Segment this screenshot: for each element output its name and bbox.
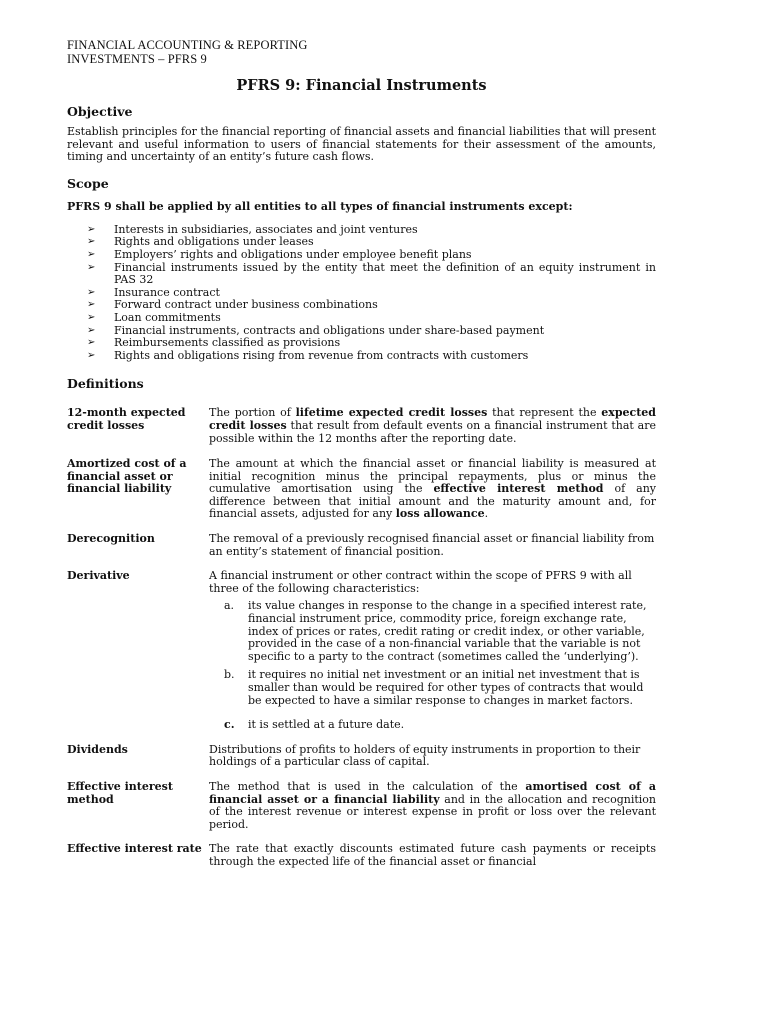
definition-text: The portion of lifetime expected credit losses that represent the expected credit losses that result from default events on a financial instrument that are possible within the 12 months after the reporting date. — [209, 406, 656, 445]
definition-row — [67, 843, 656, 868]
list-item: ➢ Financial instruments issued by the entity that meet the definition of an equity instrument in PAS 32 — [87, 260, 656, 287]
definition-term: Derecognition — [67, 532, 155, 546]
definition-text: A financial instrument or other contract within the scope of PFRS 9 with all three of the following characteristics: a. its value changes in response to the change in a specified interest rate, financial instrument price, commodity price, foreign exchange rate, index of prices or rates, credit rating or credit index, or other variable, provided in the case of a non-financial variable that the variable is not specific to a party to the contract (sometimes called the ‘underlying’). b. it requires no initial net investment or an initial net investment that is smaller than would be required for other types of contracts that would be expected to have a similar response to changes in market factors. c. it is settled at a future date. — [209, 570, 656, 738]
scope-exceptions-list — [67, 224, 656, 363]
characteristics-list — [209, 600, 656, 731]
arrow-bullet-icon: ➢ — [87, 324, 96, 336]
definition-term: Effective interest method — [67, 779, 173, 806]
definition-term: Effective interest rate — [67, 842, 202, 856]
definition-term: 12-month expected credit losses — [67, 406, 186, 432]
definition-text: The rate that exactly discounts estimated future cash payments or receipts through the expected life of the financial asset or financial — [209, 842, 656, 868]
definition-row — [67, 744, 656, 769]
list-item: ➢ Reimbursements classified as provisions — [87, 336, 341, 350]
definitions-heading: Definitions — [67, 376, 144, 392]
arrow-bullet-icon: ➢ — [87, 311, 96, 323]
definition-term: Amortized cost of a financial asset or financial liability — [67, 457, 187, 496]
definition-term: Derivative — [67, 569, 130, 583]
scope-lead: PFRS 9 shall be applied by all entities to all types of financial instruments except: — [67, 199, 573, 213]
document-title: PFRS 9: Financial Instruments — [236, 77, 487, 94]
list-item: ➢ Financial instruments, contracts and obligations under share-based payment — [87, 323, 545, 337]
list-item: c. it is settled at a future date. — [224, 718, 405, 732]
list-item: ➢ Employers’ rights and obligations under employee benefit plans — [87, 247, 472, 261]
arrow-bullet-icon: ➢ — [87, 236, 96, 248]
arrow-bullet-icon: ➢ — [87, 223, 96, 235]
header-line-2: INVESTMENTS – PFRS 9 — [67, 52, 207, 66]
definition-row — [67, 781, 656, 831]
document-page — [67, 38, 656, 869]
list-item: ➢ Interests in subsidiaries, associates and joint ventures — [87, 222, 418, 236]
list-item: ➢ Rights and obligations rising from revenue from contracts with customers — [87, 348, 529, 362]
arrow-bullet-icon: ➢ — [87, 261, 96, 273]
list-item: ➢ Forward contract under business combinations — [87, 298, 378, 312]
arrow-bullet-icon: ➢ — [87, 299, 96, 311]
definition-term: Dividends — [67, 742, 128, 756]
objective-text: Establish principles for the financial reporting of financial assets and financial liabilities that will present relevant and useful information to users of financial statements for their assessment of the amounts, timing and uncertainty of an entity’s future cash flows. — [67, 125, 656, 164]
list-item: ➢ Rights and obligations under leases — [87, 235, 314, 249]
arrow-bullet-icon: ➢ — [87, 286, 96, 298]
list-item: a. its value changes in response to the change in a specified interest rate, financial instrument price, commodity price, foreign exchange rate, index of prices or rates, credit rating or credit index, or other variable, provided in the case of a non-financial variable that the variable is not specific to a party to the contract (sometimes called the ‘underlying’). — [224, 599, 647, 663]
definition-row — [67, 533, 656, 558]
definition-row — [67, 407, 656, 445]
objective-heading: Objective — [67, 104, 133, 119]
list-item: ➢ Loan commitments — [87, 310, 221, 324]
definition-text: Distributions of profits to holders of equity instruments in proportion to their holdings of a particular class of capital. — [209, 742, 641, 769]
header-line-1: FINANCIAL ACCOUNTING & REPORTING — [67, 38, 308, 52]
arrow-bullet-icon: ➢ — [87, 349, 96, 361]
list-item: b. it requires no initial net investment or an initial net investment that is smaller than would be required for other types of contracts that would be expected to have a similar response to changes in market factors. — [224, 668, 644, 707]
definitions-table — [67, 407, 656, 868]
definition-text: The amount at which the financial asset or financial liability is measured at initial recognition minus the principal repayments, plus or minus the cumulative amortisation using the effective interest method of any difference between that initial amount and the maturity amount and, for financial assets, adjusted for any loss allowance. — [209, 457, 656, 521]
definition-text: The removal of a previously recognised financial asset or financial liability from an entity’s statement of financial position. — [209, 532, 655, 558]
list-item: ➢ Insurance contract — [87, 285, 220, 299]
definition-row — [67, 570, 656, 738]
scope-heading: Scope — [67, 175, 109, 191]
definition-text: The method that is used in the calculation of the amortised cost of a financial asset or a financial liability and in the allocation and recognition of the interest revenue or interest expense in profit or loss over the relevant period. — [209, 779, 657, 831]
running-header — [67, 38, 656, 66]
arrow-bullet-icon: ➢ — [87, 248, 96, 260]
definition-row — [67, 458, 656, 521]
arrow-bullet-icon: ➢ — [87, 337, 96, 349]
